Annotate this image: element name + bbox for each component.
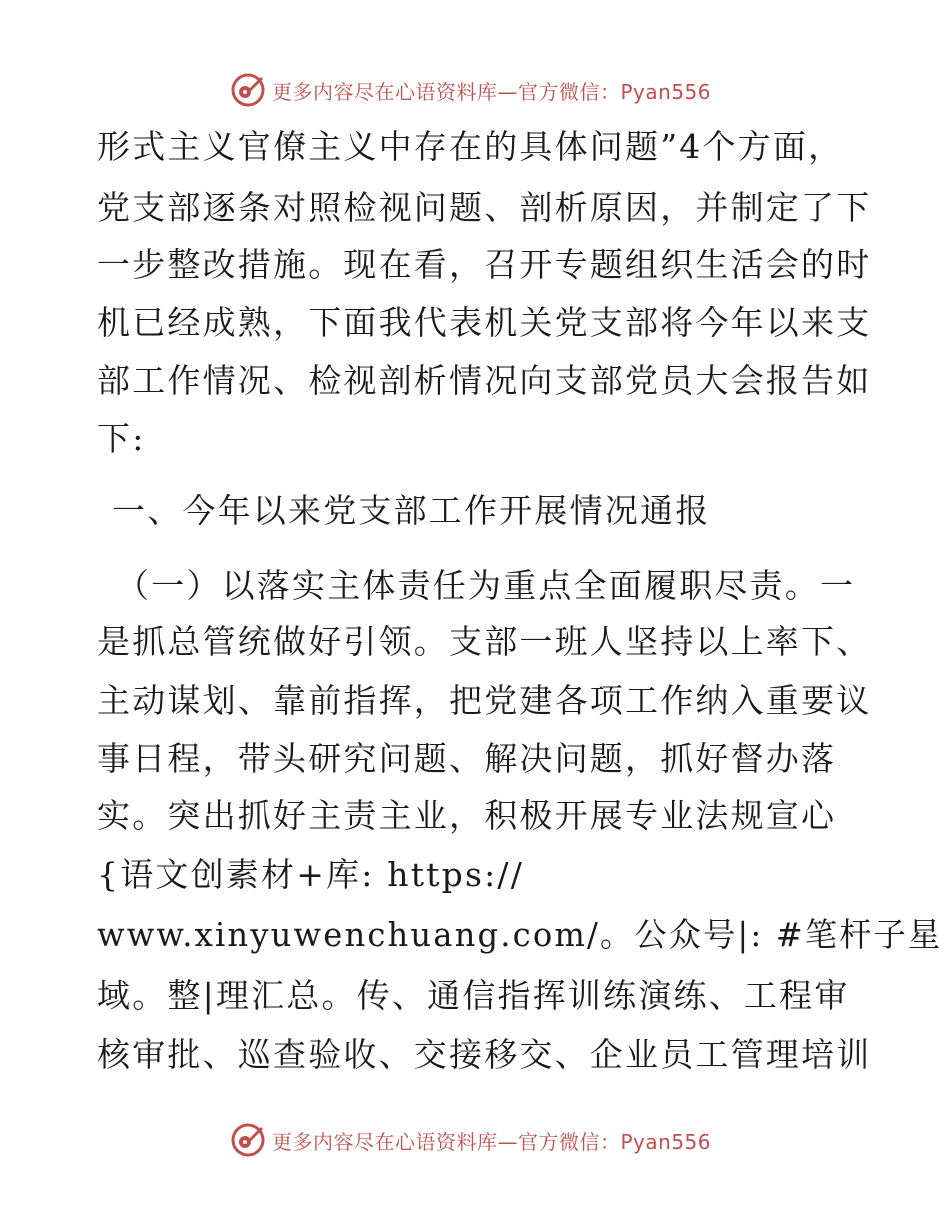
text-line: 实。突出抓好主责主业，积极开展专业法规宣心 bbox=[97, 796, 837, 835]
text-line: 事日程，带头研究问题、解决问题，抓好督办落 bbox=[97, 739, 837, 778]
text-line: 下: bbox=[97, 419, 146, 458]
text-line: 核审批、巡查验收、交接移交、企业员工管理培训 bbox=[97, 1035, 872, 1074]
header-watermark bbox=[230, 70, 711, 110]
header-watermark-text: 更多内容尽在心语资料库—官方微信：Pyan556 bbox=[272, 79, 712, 104]
text-line: 形式主义官僚主义中存在的具体问题”4个方面， bbox=[97, 127, 844, 166]
text-line: 域。整|理汇总。传、通信指挥训练演练、工程审 bbox=[97, 976, 850, 1015]
footer-watermark-text: 更多内容尽在心语资料库—官方微信：Pyan556 bbox=[272, 1129, 712, 1154]
text-line: www.xinyuwenchuang.com/。公众号|: #笔杆子星 bbox=[97, 915, 943, 954]
quill-logo-icon bbox=[230, 72, 266, 108]
footer-watermark bbox=[230, 1120, 711, 1160]
text-line: 是抓总管统做好引领。支部一班人坚持以上率下、 bbox=[97, 622, 872, 661]
text-line: 一步整改措施。现在看，召开专题组织生活会的时 bbox=[97, 245, 872, 284]
text-line: {语文创素材+库: https:// bbox=[97, 855, 525, 894]
text-line: 党支部逐条对照检视问题、剖析原因，并制定了下 bbox=[97, 188, 872, 227]
text-line: 机已经成熟，下面我代表机关党支部将今年以来支 bbox=[97, 303, 872, 342]
subsection-heading: （一）以落实主体责任为重点全面履职尽责。一 bbox=[116, 566, 856, 605]
text-line: 部工作情况、检视剖析情况向支部党员大会报告如 bbox=[97, 361, 872, 400]
section-heading: 一、今年以来党支部工作开展情况通报 bbox=[112, 491, 711, 530]
quill-logo-icon bbox=[230, 1122, 266, 1158]
text-line: 主动谋划、靠前指挥，把党建各项工作纳入重要议 bbox=[97, 681, 872, 720]
